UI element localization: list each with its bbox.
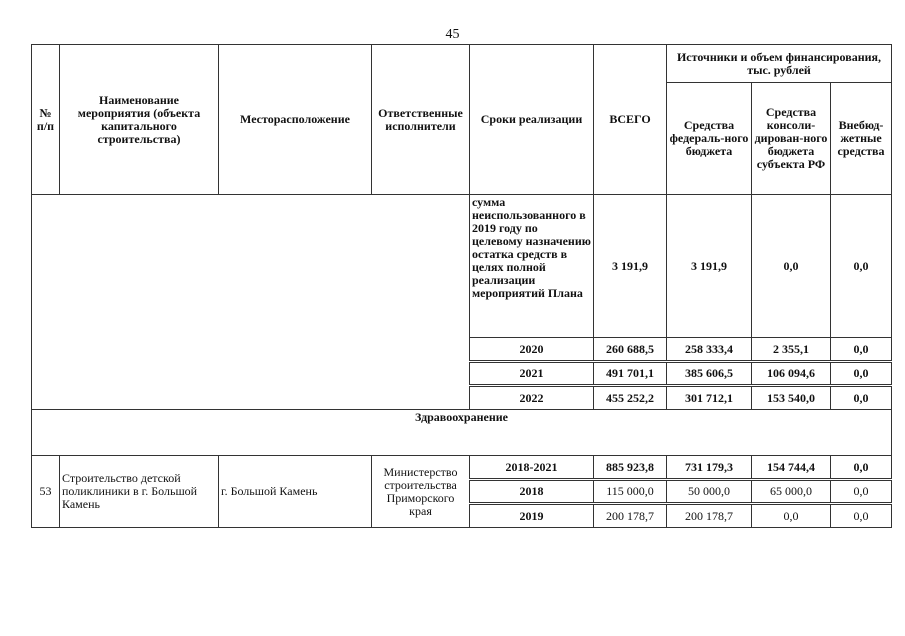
summary-federal: 301 712,1	[667, 386, 752, 410]
project-responsible: Министерство строительства Приморского края	[372, 456, 470, 528]
header-regional: Средства консоли-дирован-ного бюджета субъекта РФ	[752, 83, 831, 195]
project-total: 885 923,8	[594, 456, 667, 480]
project-name: Строительство детской поликлиники в г. Большой Камень	[60, 456, 219, 528]
header-federal: Средства федераль-ного бюджета	[667, 83, 752, 195]
header-terms: Сроки реализации	[470, 45, 594, 195]
summary-offbudget: 0,0	[831, 195, 892, 338]
section-title: Здравоохранение	[32, 410, 892, 456]
project-term: 2018	[470, 480, 594, 504]
summary-term: сумма неиспользованного в 2019 году по целевому назначению остатка средств в целях полной реализации мероприятий Плана	[470, 195, 594, 338]
section-row	[32, 410, 892, 456]
summary-offbudget: 0,0	[831, 362, 892, 386]
header-row-1	[32, 45, 892, 83]
project-regional: 65 000,0	[752, 480, 831, 504]
summary-total: 3 191,9	[594, 195, 667, 338]
project-federal: 731 179,3	[667, 456, 752, 480]
summary-offbudget: 0,0	[831, 386, 892, 410]
summary-federal: 385 606,5	[667, 362, 752, 386]
page-number: 45	[445, 27, 460, 42]
summary-blank	[32, 195, 470, 410]
header-num: № п/п	[32, 45, 60, 195]
financing-table	[31, 44, 892, 528]
project-offbudget: 0,0	[831, 456, 892, 480]
header-responsible: Ответственные исполнители	[372, 45, 470, 195]
project-federal: 50 000,0	[667, 480, 752, 504]
project-total: 200 178,7	[594, 504, 667, 528]
header-location: Месторасположение	[219, 45, 372, 195]
project-num: 53	[32, 456, 60, 528]
summary-row	[32, 195, 892, 338]
summary-term: 2020	[470, 338, 594, 362]
project-location: г. Большой Камень	[219, 456, 372, 528]
project-regional: 0,0	[752, 504, 831, 528]
project-federal: 200 178,7	[667, 504, 752, 528]
summary-total: 455 252,2	[594, 386, 667, 410]
summary-term: 2021	[470, 362, 594, 386]
summary-offbudget: 0,0	[831, 338, 892, 362]
header-sources: Источники и объем финансирования, тыс. рублей	[667, 45, 892, 83]
summary-term: 2022	[470, 386, 594, 410]
summary-regional: 153 540,0	[752, 386, 831, 410]
project-regional: 154 744,4	[752, 456, 831, 480]
header-total: ВСЕГО	[594, 45, 667, 195]
project-term: 2018-2021	[470, 456, 594, 480]
project-offbudget: 0,0	[831, 504, 892, 528]
project-row	[32, 456, 892, 480]
summary-federal: 3 191,9	[667, 195, 752, 338]
summary-federal: 258 333,4	[667, 338, 752, 362]
summary-regional: 2 355,1	[752, 338, 831, 362]
project-term: 2019	[470, 504, 594, 528]
summary-regional: 106 094,6	[752, 362, 831, 386]
header-name: Наименование мероприятия (объекта капитального строительства)	[60, 45, 219, 195]
summary-regional: 0,0	[752, 195, 831, 338]
summary-total: 260 688,5	[594, 338, 667, 362]
project-offbudget: 0,0	[831, 480, 892, 504]
summary-total: 491 701,1	[594, 362, 667, 386]
project-total: 115 000,0	[594, 480, 667, 504]
header-offbudget: Внебюд-жетные средства	[831, 83, 892, 195]
